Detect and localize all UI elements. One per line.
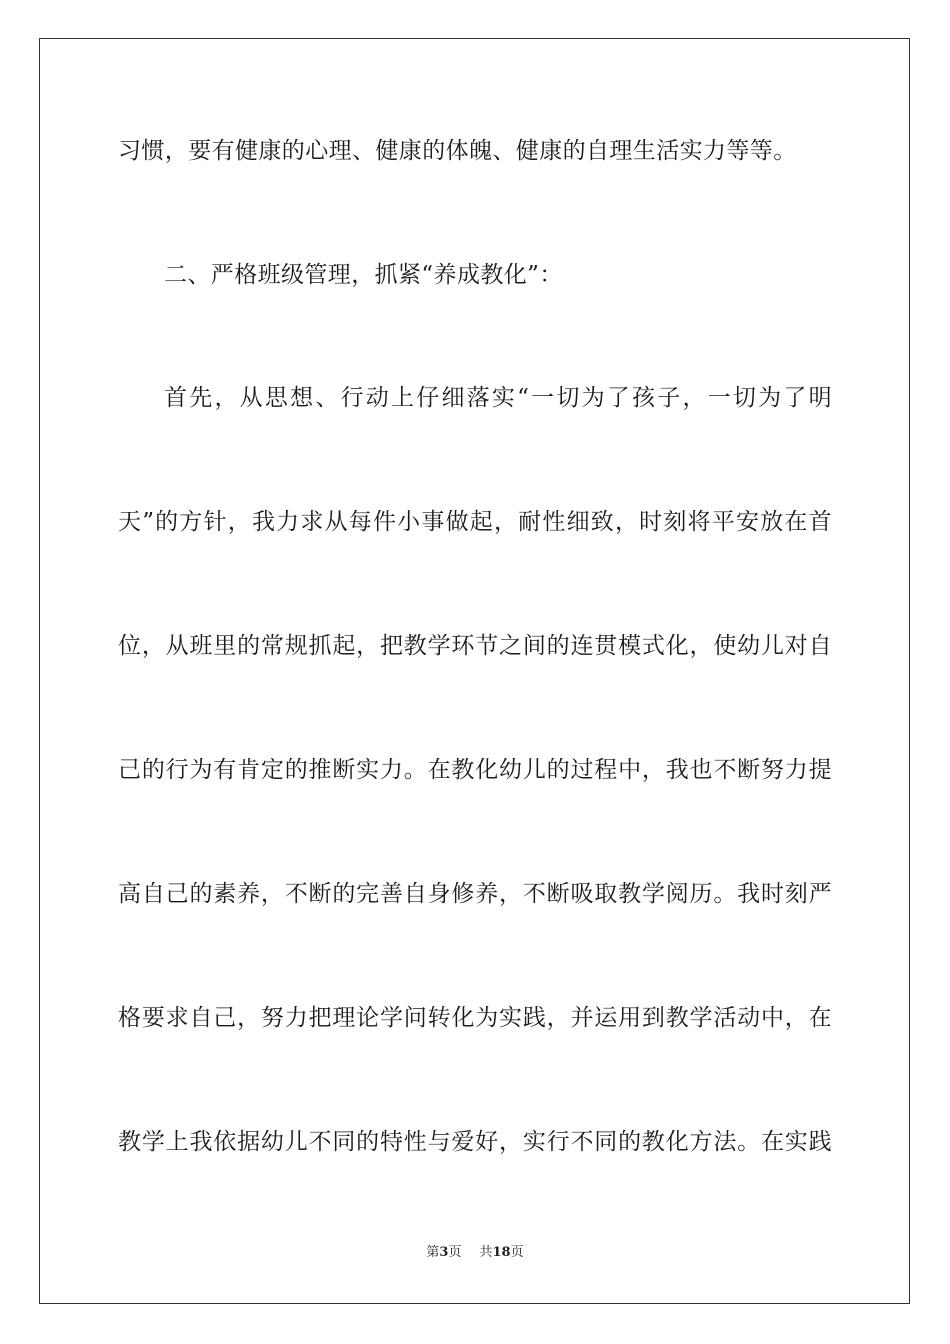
total-pages: 18 [492,1245,511,1260]
section-heading: 二、严格班级管理，抓紧“养成教化”： [164,262,563,288]
page-footer [0,1245,950,1261]
total-pages-indicator [479,1245,523,1261]
text-line-6: 己的行为有肯定的推断实力。在教化幼儿的过程中，我也不断努力提 [118,757,832,783]
total-prefix: 共 [479,1245,493,1260]
text-line-9: 教学上我依据幼儿不同的特性与爱好，实行不同的教化方法。在实践 [118,1129,832,1155]
page-number: 3 [439,1245,449,1260]
page-prefix: 第 [426,1245,440,1260]
text-line-4: 天”的方针，我力求从每件小事做起，耐性细致，时刻将平安放在首 [118,509,832,535]
text-line-7: 高自己的素养，不断的完善自身修养，不断吸取教学阅历。我时刻严 [118,881,832,907]
text-line-8: 格要求自己，努力把理论学问转化为实践，并运用到教学活动中，在 [118,1005,832,1031]
text-line-5: 位，从班里的常规抓起，把教学环节之间的连贯模式化，使幼儿对自 [118,633,832,659]
text-line-1: 习惯，要有健康的心理、健康的体魄、健康的自理生活实力等等。 [118,138,797,164]
text-line-3: 首先，从思想、行动上仔细落实“一切为了孩子，一切为了明 [164,385,832,411]
total-suffix: 页 [510,1245,524,1260]
page-indicator [426,1245,461,1261]
page-border [39,38,910,1304]
page-suffix: 页 [448,1245,462,1260]
